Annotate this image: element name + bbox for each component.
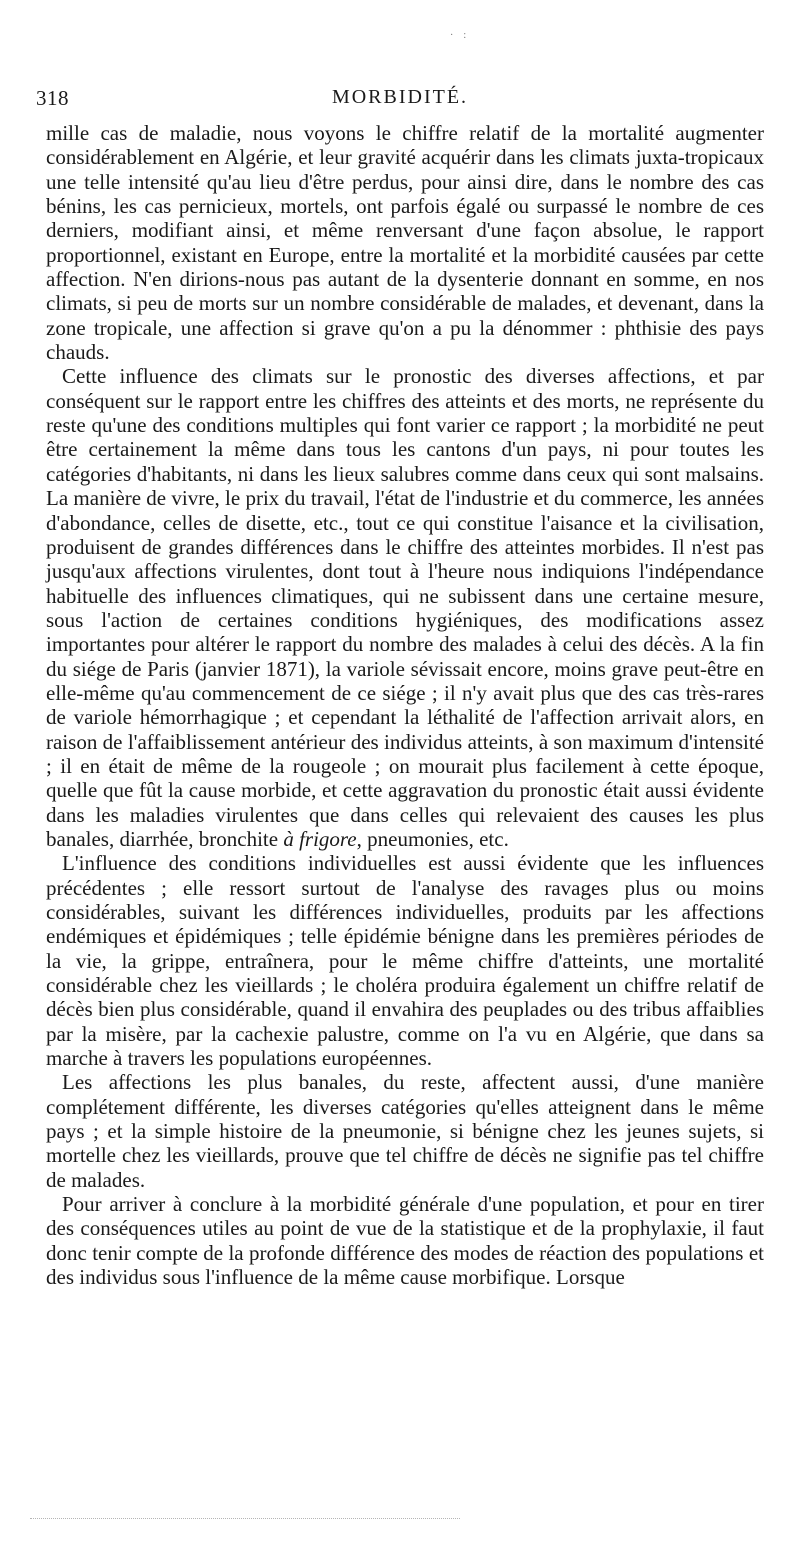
paragraph-text: Pour arriver à conclure à la morbidité générale d'une population, et pour en tirer des conséquences utiles au point de vue de la statistique et de la prophylaxie, il faut donc tenir compte de la profonde différence des modes de réaction des populations et des individus sous l'influence de la même cause morbifique. Lorsque — [46, 1192, 764, 1290]
paragraph-5 — [46, 1192, 764, 1289]
paragraph-text: Cette influence des climats sur le pronostic des diverses affections, et par conséquent sur le rapport entre les chiffres des atteints et des morts, ne représente du reste qu'une des conditions multiples qui font varier ce rapport ; la morbidité ne peut être certainement la même dans tous les cantons d'un pays, ni pour toutes les catégories d'habitants, ni dans les lieux salubres comme dans ceux qui sont malsains. La manière de vivre, le prix du travail, l'état de l'industrie et du commerce, les années d'abondance, celles de disette, etc., tout ce qui constitue l'aisance et la civilisation, produisent de grandes différences dans le chiffre des atteintes morbides. Il n'est pas jusqu'aux affections virulentes, dont tout à l'heure nous indiquions l'indépendance habituelle des influences climatiques, qui ne subissent dans une certaine mesure, sous l'action de certaines conditions hygiéniques, des modifications assez importantes pour altérer le rapport du nombre des malades à celui des décès. A la fin du siége de Paris (janvier 1871), la variole sévissait encore, moins grave peut-être en elle-même qu'au commencement de ce siége ; il n'y avait plus que des cas très-rares de variole hémorrhagique ; et cependant la léthalité de l'affection arrivait alors, en raison de l'affaiblissement antérieur des individus atteints, à son maximum d'intensité ; il en était de même de la rougeole ; on mourait plus facilement à cette époque, quelle que fût la cause morbide, et cette aggravation du pronostic était aussi évidente dans les maladies virulentes que dans celles qui relevaient des causes les plus banales, diarrhée, bronchite — [46, 364, 764, 851]
page-header — [36, 86, 764, 116]
print-specks: · : — [450, 30, 467, 41]
running-head: MORBIDITÉ. — [331, 86, 469, 108]
paragraph-text-end: , pneumonies, etc. — [356, 826, 509, 851]
page-number: 318 — [36, 86, 69, 110]
paragraph-text: Les affections les plus banales, du reste, affectent aussi, d'une manière complétement différente, les diverses catégories qu'elles atteignent dans le même pays ; et la simple histoire de la pneumonie, si bénigne chez les jeunes sujets, si mortelle chez les vieillards, prouve que tel chiffre de décès ne signifie pas tel chiffre de malades. — [46, 1070, 764, 1192]
bottom-scan-artifact — [30, 1518, 460, 1519]
paragraph-4 — [46, 1070, 764, 1192]
paragraph-2 — [46, 364, 764, 851]
italic-phrase: à frigore — [283, 826, 357, 851]
paragraph-text: L'influence des conditions individuelles est aussi évidente que les influences précédentes ; elle ressort surtout de l'analyse des ravages plus ou moins considérables, suivant les différences individuelles, produits par les affections endémiques et épidémiques ; telle épidémie bénigne dans les premières périodes de la vie, la grippe, entraînera, pour le même chiffre d'atteints, une mortalité considérable chez les vieillards ; le choléra produira également un chiffre relatif de décès bien plus considérable, quand il envahira des peuplades ou des tribus affaiblies par la misère, par la cachexie palustre, comme on l'a vu en Algérie, que dans sa marche à travers les populations européennes. — [46, 851, 764, 1071]
paragraph-text: mille cas de maladie, nous voyons le chiffre relatif de la mortalité augmenter considérablement en Algérie, et leur gravité acquérir dans les climats juxta-tropicaux une telle intensité qu'au lieu d'être perdus, pour ainsi dire, dans le nombre des cas bénins, les cas pernicieux, mortels, ont parfois égalé ou surpassé le nombre de ces derniers, modifiant ainsi, et même renversant d'une façon absolue, le rapport proportionnel, existant en Europe, entre la mortalité et la morbidité causées par cette affection. N'en dirions-nous pas autant de la dysenterie donnant en somme, en nos climats, si peu de morts sur un nombre considérable de malades, et devenant, dans la zone tropicale, une affection si grave qu'on a pu la dénommer : phthisie des pays chauds. — [46, 121, 764, 365]
body-text — [46, 121, 764, 1290]
paragraph-3 — [46, 851, 764, 1070]
paragraph-1 — [46, 121, 764, 364]
